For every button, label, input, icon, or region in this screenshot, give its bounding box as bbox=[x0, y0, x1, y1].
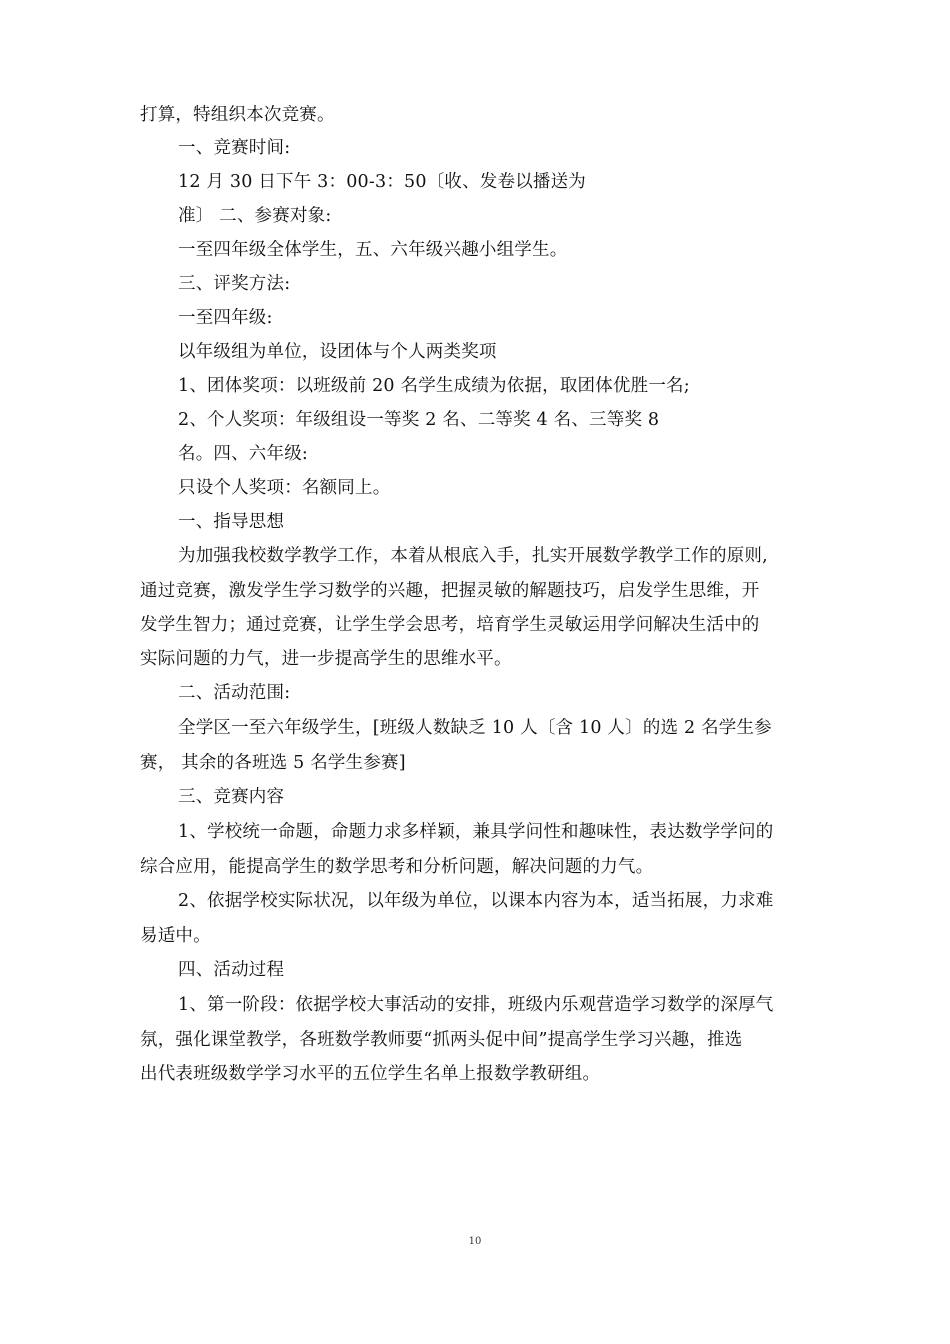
paragraph-line: 为加强我校数学教学工作，本着从根底入手，扎实开展数学教学工作的原则, bbox=[178, 546, 768, 566]
paragraph-line: 1、学校统一命题，命题力求多样颖，兼具学问性和趣味性，表达数学学问的 bbox=[178, 822, 774, 842]
paragraph-line: 12 月 30 日下午 3：00-3：50〔收、发卷以播送为 bbox=[178, 172, 587, 192]
paragraph-line: 易适中。 bbox=[140, 926, 211, 946]
paragraph-line: 一至四年级全体学生，五、六年级兴趣小组学生。 bbox=[178, 240, 568, 260]
paragraph-line: 发学生智力；通过竞赛，让学生学会思考，培育学生灵敏运用学问解决生活中的 bbox=[140, 615, 760, 635]
paragraph-line: 通过竞赛，激发学生学习数学的兴趣，把握灵敏的解题技巧，启发学生思维，开 bbox=[140, 581, 760, 601]
paragraph-line: 综合应用，能提高学生的数学思考和分析问题，解决问题的力气。 bbox=[140, 857, 654, 877]
section-heading-competition-time: 一、竞赛时间: bbox=[178, 138, 291, 158]
paragraph-line: 1、团体奖项：以班级前 20 名学生成绩为依据，取团体优胜一名; bbox=[178, 376, 690, 396]
paragraph-line: 只设个人奖项：名额同上。 bbox=[178, 478, 391, 498]
paragraph-line: 2、个人奖项：年级组设一等奖 2 名、二等奖 4 名、三等奖 8 bbox=[178, 410, 660, 430]
section-heading-activity-process: 四、活动过程 bbox=[178, 960, 285, 980]
paragraph-line: 实际问题的力气，进一步提高学生的思维水平。 bbox=[140, 649, 512, 669]
section-heading-competition-content: 三、竞赛内容 bbox=[178, 787, 285, 807]
paragraph-line: 赛， 其余的各班选 5 名学生参赛] bbox=[140, 753, 406, 773]
section-heading-guiding-thought: 一、指导思想 bbox=[178, 512, 285, 532]
section-heading-awards: 三、评奖方法: bbox=[178, 274, 291, 294]
paragraph-line: 出代表班级数学学习水平的五位学生名单上报数学教研组。 bbox=[140, 1064, 601, 1084]
section-heading-activity-scope: 二、活动范围: bbox=[178, 683, 291, 703]
page-number: 10 bbox=[468, 1236, 482, 1247]
paragraph-line: 一至四年级: bbox=[178, 308, 273, 328]
paragraph-line: 全学区一至六年级学生，[班级人数缺乏 10 人〔含 10 人〕的选 2 名学生参 bbox=[178, 718, 772, 738]
body-text bbox=[140, 100, 820, 1091]
paragraph-line: 1、第一阶段：依据学校大事活动的安排，班级内乐观营造学习数学的深厚气 bbox=[178, 995, 774, 1015]
paragraph-line: 以年级组为单位，设团体与个人两类奖项 bbox=[178, 342, 497, 362]
paragraph-line: 名。四、六年级: bbox=[178, 444, 308, 464]
paragraph-line: 2、依据学校实际状况，以年级为单位，以课本内容为本，适当拓展，力求难 bbox=[178, 891, 774, 911]
section-heading-participants: 准〕 二、参赛对象: bbox=[178, 206, 332, 226]
paragraph-line: 氛，强化课堂教学，各班数学教师要“抓两头促中间”提高学生学习兴趣，推选 bbox=[140, 1030, 743, 1050]
paragraph-line: 打算，特组织本次竞赛。 bbox=[140, 105, 335, 125]
